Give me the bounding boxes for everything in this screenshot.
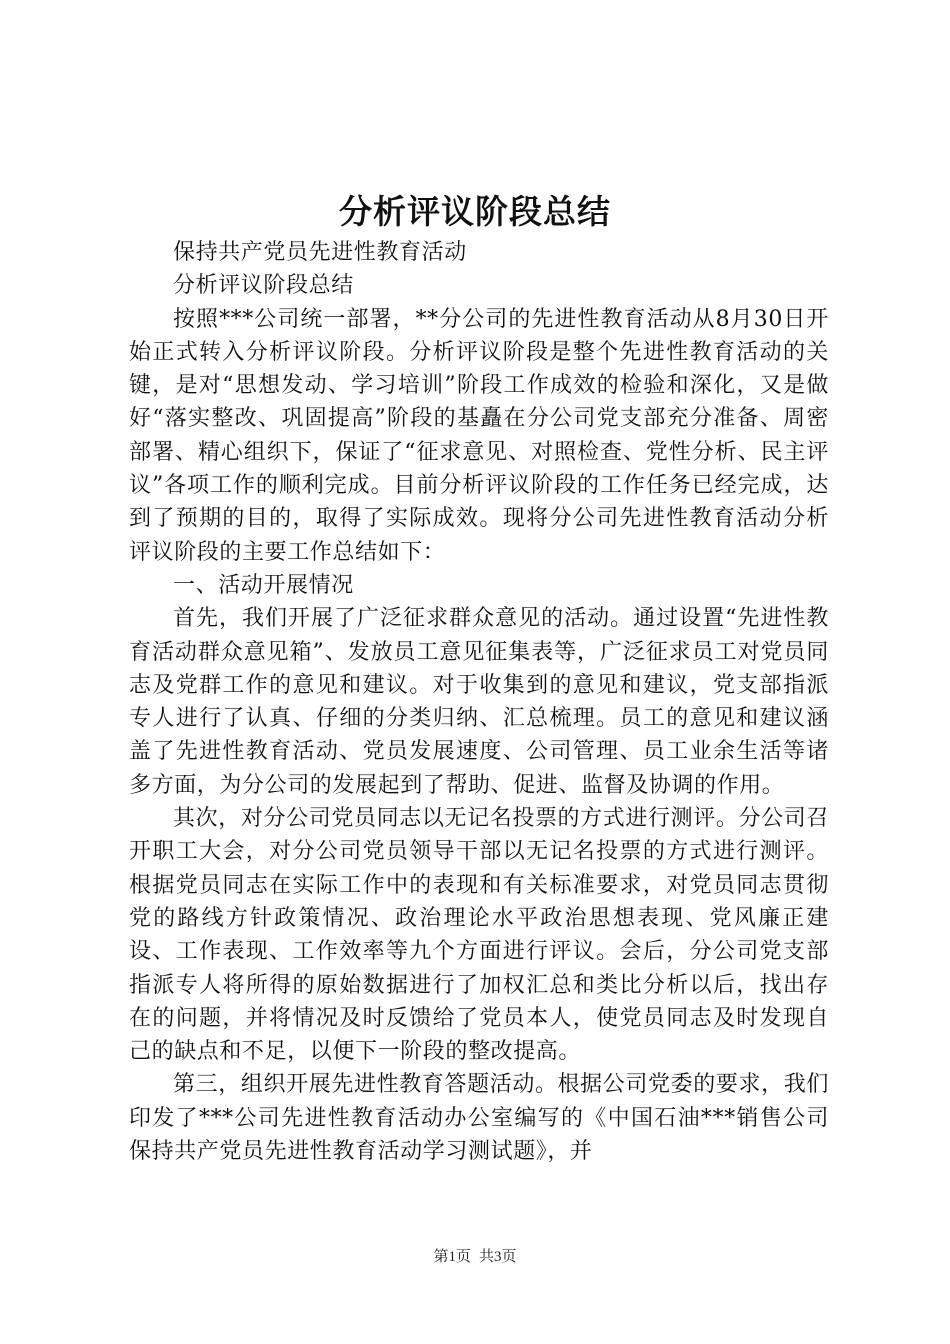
paragraph-intro: 按照***公司统一部署，**分公司的先进性教育活动从8月30日开始正式转入分析评议阶段。分析评议阶段是整个先进性教育活动的关键，是对“思想发动、学习培训”阶段工作成效的检验和深化，又是做好“落实整改、巩固提高”阶段的基矗在分公司党支部充分准备、周密部署、精心组织下，保证了“征求意见、对照检查、党性分析、民主评议”各项工作的顺利完成。目前分析评议阶段的工作任务已经完成，达到了预期的目的，取得了实际成效。现将分公司先进性教育活动分析评议阶段的主要工作总结如下： (129, 306, 829, 565)
document-body (129, 236, 829, 1168)
section-heading-1: 一、活动开展情况 (173, 572, 354, 598)
paragraph-first: 首先，我们开展了广泛征求群众意见的活动。通过设置“先进性教育活动群众意见箱”、发放员工意见征集表等，广泛征求员工对党员同志及党群工作的意见和建议。对于收集到的意见和建议，党支部指派专人进行了认真、仔细的分类归纳、汇总梳理。员工的意见和建议涵盖了先进性教育活动、党员发展速度、公司管理、员工业余生活等诸多方面，为分公司的发展起到了帮助、促进、监督及协调的作用。 (129, 606, 829, 798)
paragraph-second: 其次，对分公司党员同志以无记名投票的方式进行测评。分公司召开职工大会，对分公司党员领导干部以无记名投票的方式进行测评。根据党员同志在实际工作中的表现和有关标准要求，对党员同志贯彻党的路线方针政策情况、政治理论水平政治思想表现、党风廉正建设、工作表现、工作效率等九个方面进行评议。会后，分公司党支部指派专人将所得的原始数据进行了加权汇总和类比分析以后，找出存在的问题，并将情况及时反馈给了党员本人，使党员同志及时发现自己的缺点和不足，以便下一阶段的整改提高。 (129, 806, 829, 1065)
paragraph-third: 第三，组织开展先进性教育答题活动。根据公司党委的要求，我们印发了***公司先进性教育活动办公室编写的《中国石油***销售公司保持共产党员先进性教育活动学习测试题》，并 (129, 1072, 829, 1165)
paragraph-subtitle-1: 保持共产党员先进性教育活动 (173, 240, 467, 265)
page-total: 共3页 (479, 1249, 517, 1265)
paragraph-subtitle-2: 分析评议阶段总结 (173, 273, 354, 299)
document-title: 分析评议阶段总结 (339, 192, 611, 231)
page-number: 第1页 (433, 1249, 471, 1265)
page-footer (0, 1245, 950, 1266)
